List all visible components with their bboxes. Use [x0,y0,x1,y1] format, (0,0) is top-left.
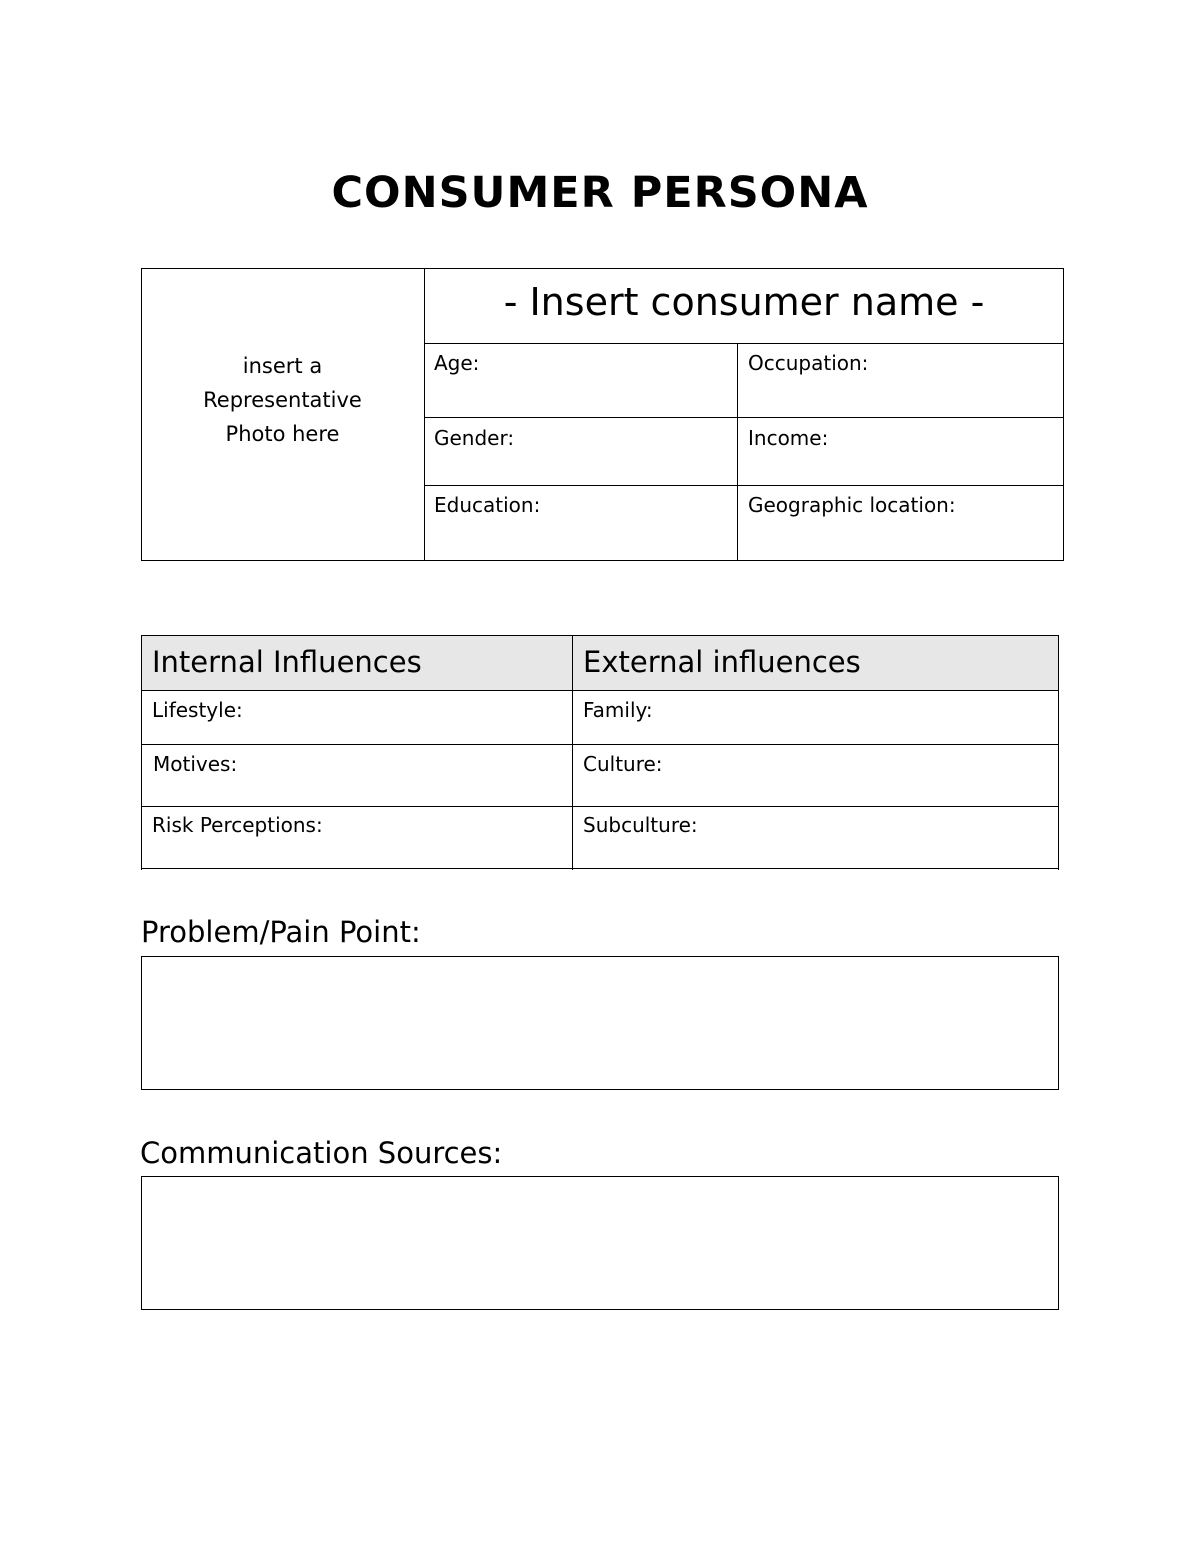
table-divider [141,690,1059,691]
motives-field-label: Motives: [153,752,238,776]
table-border [141,868,1059,869]
family-field-label: Family: [583,698,653,722]
photo-placeholder-line: Photo here [225,422,340,446]
table-divider [424,343,1064,344]
age-field-label: Age: [434,351,480,375]
persona-profile-table [141,268,1064,561]
influences-table [141,635,1059,870]
communication-section-label: Communication Sources: [140,1136,503,1170]
external-influences-header: External influences [583,645,861,679]
internal-influences-header: Internal Influences [152,645,422,679]
problem-section-label: Problem/Pain Point: [141,915,421,949]
table-border [141,268,1064,269]
table-divider [141,744,1059,745]
table-border [141,560,1064,561]
geographic-location-field-label: Geographic location: [748,493,956,517]
table-border [141,635,1059,636]
culture-field-label: Culture: [583,752,663,776]
photo-placeholder[interactable] [141,349,424,451]
lifestyle-field-label: Lifestyle: [152,698,243,722]
table-divider [424,417,1064,418]
table-divider [424,485,1064,486]
table-border [1058,635,1059,870]
gender-field-label: Gender: [434,426,515,450]
risk-perceptions-field-label: Risk Perceptions: [152,813,323,837]
photo-placeholder-line: Representative [203,388,362,412]
photo-placeholder-line: insert a [242,354,323,378]
table-divider [572,635,573,870]
subculture-field-label: Subculture: [583,813,698,837]
table-divider [141,806,1059,807]
income-field-label: Income: [748,426,829,450]
page-title: CONSUMER PERSONA [331,168,869,218]
table-divider [737,343,738,561]
consumer-name-field[interactable]: - Insert consumer name - [503,280,985,324]
education-field-label: Education: [434,493,541,517]
occupation-field-label: Occupation: [748,351,869,375]
table-border [141,635,142,870]
communication-text-box[interactable] [141,1176,1059,1310]
problem-text-box[interactable] [141,956,1059,1090]
